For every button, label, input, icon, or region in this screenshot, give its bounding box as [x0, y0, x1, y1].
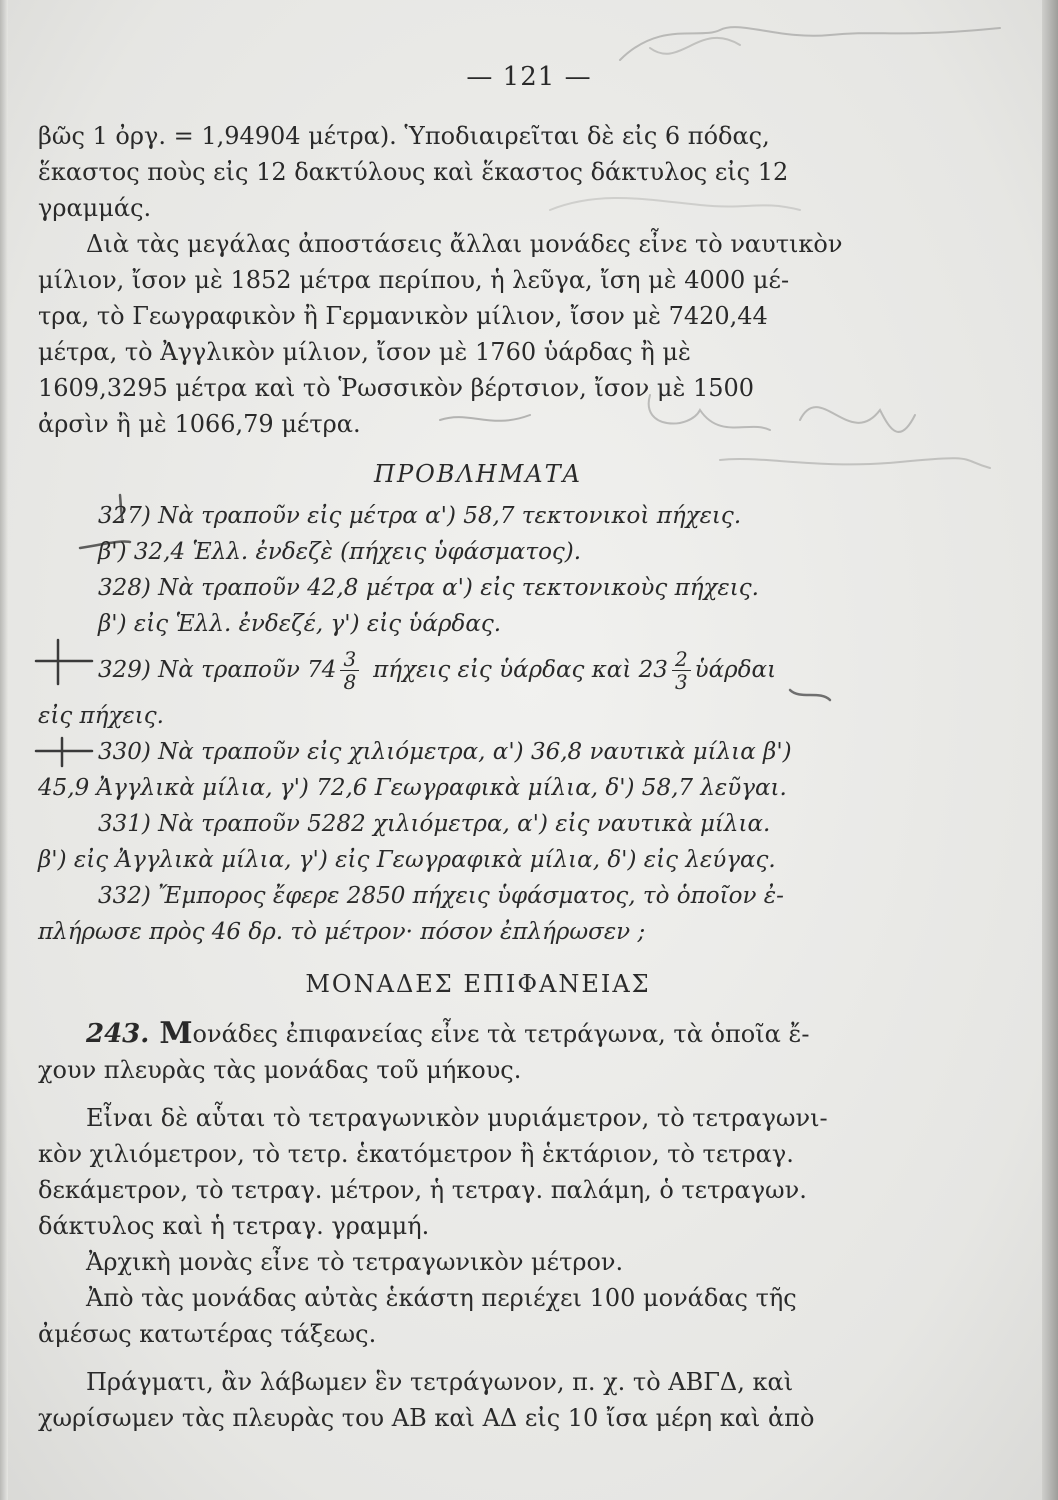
fraction-denominator: 3	[674, 669, 688, 694]
text-line: δάκτυλος καὶ ἡ τετραγ. γραμμή.	[38, 1212, 430, 1240]
problem-329-suffix: ὑάρδαι	[694, 657, 777, 683]
section-number: 243.	[86, 1019, 150, 1049]
problem-329-line	[38, 642, 918, 698]
text-line: τρα, τὸ Γεωγραφικὸν ἢ Γερμανικὸν μίλιον, ἴσον μὲ 7420,44	[38, 302, 768, 330]
problem-line: β') 32,4 Ἑλλ. ἐνδεζὲ (πήχεις ὑφάσματος).	[98, 539, 582, 565]
fraction-numerator: 3	[340, 648, 359, 671]
text-line: Ἀπὸ τὰς μονάδας αὐτὰς ἑκάστη περιέχει 100 μονάδας τῆς	[86, 1284, 797, 1312]
problem-line: πλήρωσε πρὸς 46 δρ. τὸ μέτρον· πόσον ἐπλήρωσεν ;	[38, 919, 646, 945]
text-line: ἀμέσως κατωτέρας τάξεως.	[38, 1320, 377, 1348]
surface-units-heading: ΜΟΝΑΔΕΣ ΕΠΙΦΑΝΕΙΑΣ	[305, 970, 651, 998]
fraction-numerator: 2	[672, 648, 691, 671]
text-line: μέτρα, τὸ Ἀγγλικὸν μίλιον, ἴσον μὲ 1760 ὑάρδας ἢ μὲ	[38, 338, 691, 366]
page-number: — 121 —	[466, 62, 592, 92]
page-left-edge	[0, 0, 8, 1500]
problem-line: β') εἰς Ἑλλ. ἐνδεζέ, γ') εἰς ὑάρδας.	[98, 611, 502, 637]
text-line: Πράγματι, ἂν λάβωμεν ἓν τετράγωνον, π. χ. τὸ ΑΒΓΔ, καὶ	[86, 1368, 794, 1396]
section-dropcap: Μ	[159, 1016, 193, 1051]
page-body	[38, 118, 918, 1436]
text-line: Ἀρχικὴ μονὰς εἶνε τὸ τετραγωνικὸν μέτρον.	[86, 1248, 624, 1276]
book-spine-edge	[1042, 0, 1058, 1500]
section-text: ονάδες ἐπιφανείας εἶνε τὰ τετράγωνα, τὰ ὁποῖα ἔ-	[192, 1020, 810, 1048]
problem-329-middle: πήχεις εἰς ὑάρδας καὶ 23	[373, 657, 668, 683]
problem-329-prefix: 329) Νὰ τραποῦν 74	[98, 657, 337, 683]
problem-line: β') εἰς Ἀγγλικὰ μίλια, γ') εἰς Γεωγραφικὰ μίλια, δ') εἰς λεύγας.	[38, 847, 776, 873]
problems-heading: ΠΡΟΒΛΗΜΑΤΑ	[374, 460, 582, 488]
text-line: δεκάμετρον, τὸ τετραγ. μέτρον, ἡ τετραγ. παλάμη, ὁ τετραγων.	[38, 1176, 807, 1204]
problem-line: 327) Νὰ τραποῦν εἰς μέτρα α') 58,7 τεκτονικοὶ πήχεις.	[98, 503, 742, 529]
fraction	[672, 648, 691, 693]
text-line: 1609,3295 μέτρα καὶ τὸ Ῥωσσικὸν βέρτσιον, ἴσον μὲ 1500	[38, 374, 755, 402]
problem-line: 331) Νὰ τραποῦν 5282 χιλιόμετρα, α') εἰς ναυτικὰ μίλια.	[98, 811, 771, 837]
text-line: Εἶναι δὲ αὗται τὸ τετραγωνικὸν μυριάμετρον, τὸ τετραγωνι-	[86, 1104, 828, 1132]
text-line: μίλιον, ἴσον μὲ 1852 μέτρα περίπου, ἡ λεῦγα, ἴση μὲ 4000 μέ-	[38, 266, 790, 294]
text-line: χωρίσωμεν τὰς πλευρὰς του ΑΒ καὶ ΑΔ εἰς 10 ἴσα μέρη καὶ ἀπὸ	[38, 1404, 815, 1432]
problem-line: 45,9 Ἀγγλικὰ μίλια, γ') 72,6 Γεωγραφικὰ μίλια, δ') 58,7 λεῦγαι.	[38, 775, 787, 801]
text-line: γραμμάς.	[38, 194, 152, 222]
fraction-denominator: 8	[343, 669, 357, 694]
text-line: ἕκαστος ποὺς εἰς 12 δακτύλους καὶ ἕκαστος δάκτυλος εἰς 12	[38, 158, 789, 186]
text-line: Διὰ τὰς μεγάλας ἀποστάσεις ἄλλαι μονάδες εἶνε τὸ ναυτικὸν	[86, 230, 843, 258]
problem-line: 328) Νὰ τραποῦν 42,8 μέτρα α') εἰς τεκτονικοὺς πήχεις.	[98, 575, 759, 601]
text-line: χουν πλευρὰς τὰς μονάδας τοῦ μήκους.	[38, 1056, 522, 1084]
problem-line: 332) Ἔμπορος ἔφερε 2850 πήχεις ὑφάσματος, τὸ ὁποῖον ἐ-	[98, 883, 784, 909]
text-line: κὸν χιλιόμετρον, τὸ τετρ. ἑκατόμετρον ἢ ἑκτάριον, τὸ τετραγ.	[38, 1140, 794, 1168]
section-first-line	[38, 1016, 918, 1052]
fraction	[340, 648, 359, 693]
problem-line: εἰς πήχεις.	[38, 703, 164, 729]
problem-line: 330) Νὰ τραποῦν εἰς χιλιόμετρα, α') 36,8 ναυτικὰ μίλια β')	[98, 739, 792, 765]
text-line: βῶς 1 ὀργ. = 1,94904 μέτρα). Ὑποδιαιρεῖται δὲ εἰς 6 πόδας,	[38, 122, 770, 150]
text-line: ἀρσὶν ἢ μὲ 1066,79 μέτρα.	[38, 410, 361, 438]
